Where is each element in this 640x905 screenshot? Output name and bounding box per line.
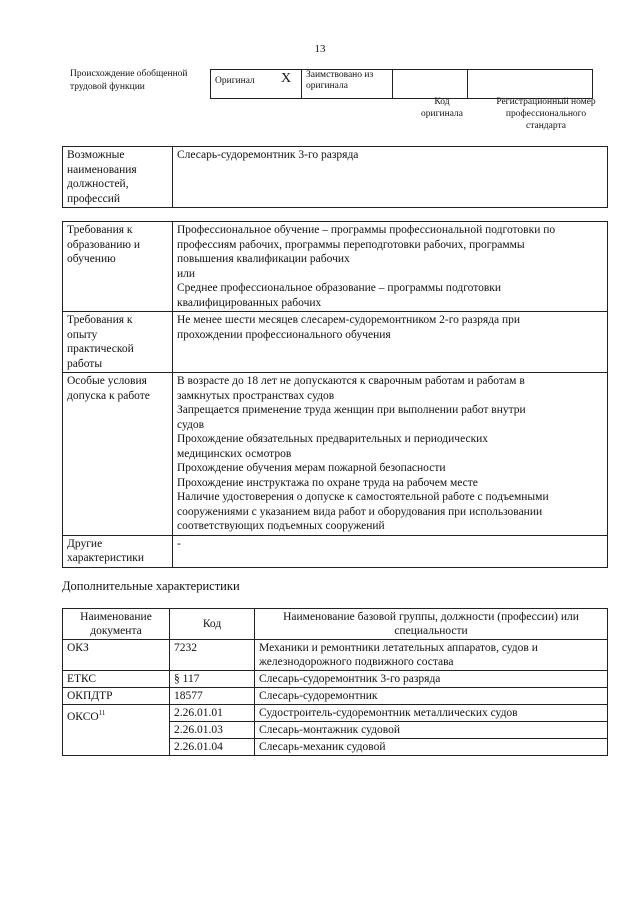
borrowed-label <box>302 70 393 99</box>
name-line: железнодорожного подвижного состава <box>259 656 454 668</box>
name-cell <box>255 640 608 671</box>
name-cell: Слесарь-механик судовой <box>255 739 608 756</box>
positions-label-line: наименования <box>67 163 137 176</box>
value-line: соответствующих подъемных сооружений <box>177 520 385 532</box>
header-line: Наименование <box>80 611 152 623</box>
registration-number-cell <box>468 70 593 99</box>
row-label-line: Требования к <box>67 224 133 236</box>
value-line: сооружениями с указанием вида работ и оборудования при использовании <box>177 505 543 518</box>
additional-section-title: Дополнительные характеристики <box>62 579 240 593</box>
registration-number-caption <box>482 96 610 132</box>
code-cell: 18577 <box>170 688 255 705</box>
name-cell: Судостроитель-судоремонтник металлических судов <box>255 705 608 722</box>
row-label-line: обучению <box>67 253 116 265</box>
experience-value <box>173 312 608 373</box>
caption-line: оригинала <box>421 109 463 119</box>
header-line: специальности <box>394 625 468 637</box>
value-line: повышения квалификации рабочих <box>177 253 350 265</box>
origin-label <box>70 68 210 94</box>
value-line: Прохождение инструктажа по охране труда на рабочем месте <box>177 476 478 489</box>
value-line: прохождении профессионального обучения <box>177 328 391 341</box>
other-characteristics-label <box>63 535 173 567</box>
other-characteristics-row <box>63 535 608 567</box>
additional-header-row <box>63 609 608 640</box>
table-row <box>63 671 608 688</box>
doc-cell <box>63 705 170 756</box>
original-mark: X <box>271 70 302 99</box>
value-line: профессиям рабочих, программы переподготовки рабочих, программы <box>177 238 525 251</box>
row-label-line: опыту <box>67 328 98 341</box>
doc-cell: ОКПДТР <box>63 688 170 705</box>
name-cell: Слесарь-судоремонтник 3-го разряда <box>255 671 608 688</box>
additional-table <box>62 608 608 756</box>
value-line: Профессиональное обучение – программы профессиональной подготовки по <box>177 224 556 236</box>
value-line: Наличие удостоверения о допуске к самостоятельной работе с подъемными <box>177 491 549 503</box>
value-line: В возрасте до 18 лет не допускаются к сварочным работам и работам в <box>177 375 525 387</box>
code-cell: 2.26.01.01 <box>170 705 255 722</box>
original-code-cell <box>393 70 468 99</box>
name-cell: Слесарь-монтажник судовой <box>255 722 608 739</box>
header-document <box>63 609 170 640</box>
doc-footnote: 11 <box>98 709 106 717</box>
code-cell: § 117 <box>170 671 255 688</box>
caption-line: стандарта <box>526 121 566 131</box>
value-line: медицинских осмотров <box>177 447 292 460</box>
row-label-line: характеристики <box>67 552 145 564</box>
doc-cell: ЕТКС <box>63 671 170 688</box>
value-line: Не менее шести месяцев слесарем-судоремонтником 2-го разряда при <box>177 314 521 326</box>
caption-line: Регистрационный номер <box>496 97 596 107</box>
origin-label-line: трудовой функции <box>70 82 145 92</box>
row-label-line: образованию и <box>67 238 140 251</box>
other-characteristics-value: - <box>173 535 608 567</box>
code-cell: 7232 <box>170 640 255 671</box>
table-row <box>63 688 608 705</box>
caption-line: Код <box>434 97 450 107</box>
header-name <box>255 609 608 640</box>
education-value <box>173 222 608 312</box>
header-line: документа <box>90 625 142 637</box>
code-cell: 2.26.01.04 <box>170 739 255 756</box>
doc-text: ОКСО <box>67 710 99 723</box>
name-line: Механики и ремонтники летательных аппаратов, судов и <box>259 642 538 654</box>
row-label-line: Особые условия <box>67 375 147 387</box>
original-label: Оригинал <box>211 70 272 99</box>
value-line: замкнутых пространствах судов <box>177 389 335 402</box>
experience-row <box>63 312 608 373</box>
row-label-line: практической <box>67 343 134 355</box>
value-line: Среднее профессиональное образование – программы подготовки <box>177 282 502 294</box>
code-cell: 2.26.01.03 <box>170 722 255 739</box>
value-line: судов <box>177 418 205 431</box>
education-label <box>63 222 173 312</box>
positions-label-line: Возможные <box>67 149 125 161</box>
caption-line: профессионального <box>505 109 587 119</box>
origin-label-line: Происхождение обобщенной <box>70 69 188 79</box>
value-line: Прохождение обязательных предварительных и периодических <box>177 433 489 445</box>
positions-table <box>62 146 608 208</box>
origin-table <box>210 69 593 99</box>
value-line: Запрещается применение труда женщин при выполнении работ внутри <box>177 404 526 416</box>
borrowed-label-line: Заимствовано из <box>306 70 374 80</box>
row-label-line: допуска к работе <box>67 389 150 402</box>
value-line: Прохождение обучения мерам пожарной безопасности <box>177 462 446 474</box>
experience-label <box>63 312 173 373</box>
value-line: квалифицированных рабочих <box>177 296 322 309</box>
positions-label <box>63 147 173 208</box>
page-number: 13 <box>314 43 326 55</box>
borrowed-label-line: оригинала <box>306 81 348 91</box>
value-line: или <box>177 267 196 280</box>
header-code: Код <box>170 609 255 640</box>
doc-cell: ОКЗ <box>63 640 170 671</box>
name-cell: Слесарь-судоремонтник <box>255 688 608 705</box>
header-line: Наименование базовой группы, должности (профессии) или <box>283 611 579 623</box>
positions-label-line: должностей, <box>67 178 129 190</box>
row-label-line: Другие <box>67 537 103 550</box>
original-code-caption <box>410 96 474 120</box>
positions-value: Слесарь-судоремонтник 3-го разряда <box>173 147 608 208</box>
table-row <box>63 640 608 671</box>
positions-label-line: профессий <box>67 192 121 205</box>
requirements-table <box>62 221 608 568</box>
row-label-line: Требования к <box>67 314 133 326</box>
special-conditions-row <box>63 373 608 536</box>
row-label-line: работы <box>67 357 103 370</box>
education-row <box>63 222 608 312</box>
special-conditions-label <box>63 373 173 536</box>
special-conditions-value <box>173 373 608 536</box>
table-row <box>63 705 608 722</box>
